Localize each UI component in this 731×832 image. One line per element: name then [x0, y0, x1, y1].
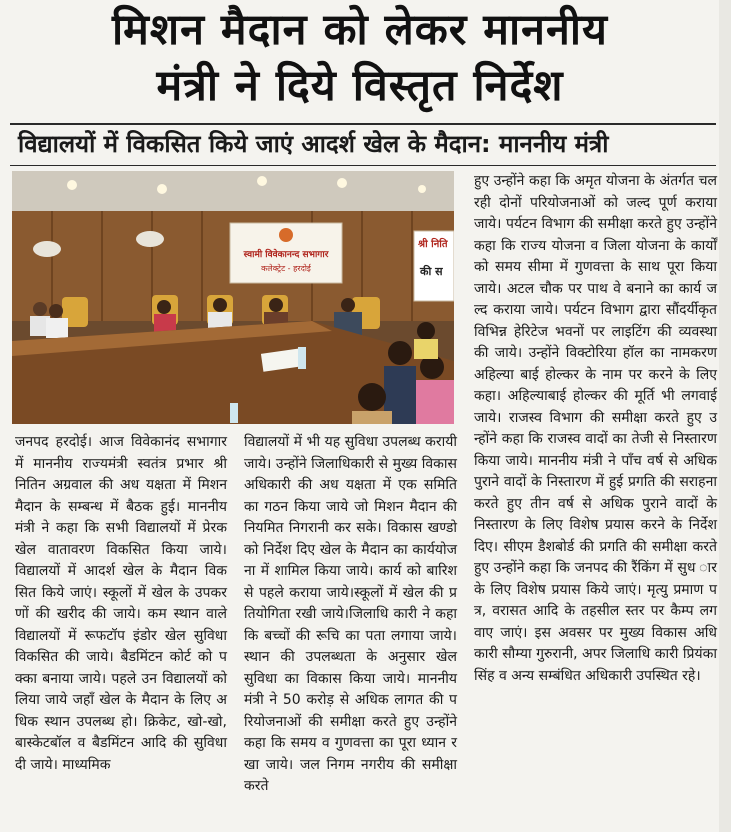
headline-line-1: मिशन मैदान को लेकर माननीय — [112, 5, 608, 55]
wall-fan — [136, 231, 164, 247]
wall-fan — [33, 241, 61, 257]
banner-text-1: स्वामी विवेकानन्द सभागार — [243, 250, 329, 260]
side-banner-text: श्री निति — [418, 239, 448, 250]
article-column-1 — [15, 432, 227, 776]
column-3-text: हुए उन्होंने कहा कि अमृत योजना के अंतर्गत चल रही दोनों परियोजनाओं को जल्द पूर्ण कराया जाये। पर्यटन विभाग की समीक्षा करते हुए उन्होंने कहा कि राज्य योजना व जिला योजना के कार्यों को समय सीमा में गुणवत्ता के साथ पूरा किया जाये। अटल चौक पर पाथ वे बनाने का कार्य जल्द कराया जाये। पर्यटन विभाग द्वारा सौंदर्यीकृत विभिन्न हेरिटेज भवनों पर लाइटिंग की व्यवस्था की जाये। उन्होंने विक्टोरिया हॉल का नामकरण अहिल्या बाई होल्कर के नाम पर करने के लिए कहा। अहिल्याबाई होल्कर की मूर्ति भी लगवाई जाये। राजस्व विभाग की समीक्षा करते हुए उन्होंने कहा कि राजस्व वादों का तेजी से निस्तारण किया जाये। माननीय मंत्री ने पाँच वर्ष से अधिक पुराने वादों के निस्तारण में हुई प्रगति की सराहना करते हुए तीन वर्ष से अधिक पुराने वादों के निस्तारण के लिए विशेष प्रयास करने के निर्देश दिए। सीएम डैशबोर्ड की प्रगति की समीक्षा करते हुए उन्होंने कहा कि जनपद की रैंकिंग में सुध ार के लिए विशेष प्रयास किये जाएं। मृत्यु प्रमाण पत्र, वरासत आदि के तहसील स्तर पर कैम्प लगवाए जाएं। इस अवसर पर मुख्य विकास अधि कारी सौम्या गुरुरानी, अपर जिलाधि कारी प्रियंका सिंह व अन्य सम्बंधित अधिकारी उपस्थित रहे। — [474, 173, 717, 684]
headline — [0, 2, 720, 114]
column-2-text: विद्यालयों में भी यह सुविधा उपलब्ध करायी जाये। उन्होंने जिलाधिकारी से मुख्य विकास अधिकारी की अध यक्षता में एक समिति का गठन किया जाये जो मिशन मैदान की नियमित निगरानी कर सके। विकास खण्डो को निर्देश दिए खेल के मैदान का कार्ययोजना में शामिल किया जाये। कार्य को बारिश से पहले कराया जाये।स्कूलों में खेल की प्रतियोगिता रखी जाये।जिलाधि कारी ने कहा कि बच्चों की रूचि का पता लगाया जाये। स्थान की उपलब्धता के अनुसार खेल सुविधा का विकास किया जाये। माननीय मंत्री ने 50 करोड़ से अधिक लागत की परियोजनाओं की समीक्षा करते हुए उन्होंने कहा कि समय व गुणवत्ता का पूरा ध्यान रखा जाये। जल निगम नगरीय की समीक्षा करते — [244, 434, 457, 794]
water-bottle — [230, 403, 238, 423]
side-banner-text-2: की स — [420, 265, 443, 278]
ceiling — [12, 171, 454, 211]
ceiling-light — [157, 184, 167, 194]
meeting-photo — [12, 171, 454, 424]
ceiling-light — [67, 180, 77, 190]
banner-text-2: कलेक्ट्रेट - हरदोई — [261, 264, 311, 273]
article-column-2 — [244, 432, 457, 798]
page-edge — [719, 0, 731, 832]
water-bottle — [298, 347, 306, 369]
ceiling-light — [257, 176, 267, 186]
article-column-3 — [474, 171, 717, 687]
banner-emblem — [279, 228, 293, 242]
subheadline: विद्यालयों में विकसित किये जाएं आदर्श खेल के मैदान: माननीय मंत्री — [18, 130, 609, 158]
column-1-text: जनपद हरदोई। आज विवेकानंद सभागार में माननीय राज्यमंत्री स्वतंत्र प्रभार श्री नितिन अग्रवाल की अध यक्षता में मिशन मैदान के सम्बन्ध में बैठक हुई। माननीय मंत्री ने कहा कि सभी विद्यालयों में प्रेरक खेल वातावरण विकसित किया जाये। विद्यालयों में आदर्श खेल के मैदान विकसित किये जाएं। स्कूलों में खेल के उपकरणों की खरीद की जाये। कम स्थान वाले विद्यालयों में रूफटॉप इंडोर खेल सुविधा विकसित की जाये। बैडमिंटन कोर्ट को पक्का बनाया जाये। पहले उन विद्यालयों को लिया जाये जहाँ खेल के मैदान के लिए अधिक स्थान उपलब्ध हो। क्रिकेट, खो-खो, बास्केटबॉल व बैडमिंटन आदि की सुविधा दी जाये। माध्यमिक — [15, 434, 227, 773]
meeting-photo-illustration — [12, 171, 454, 424]
ceiling-light — [337, 178, 347, 188]
ceiling-light — [418, 185, 426, 193]
headline-line-2: मंत्री ने दिये विस्तृत निर्देश — [156, 61, 564, 111]
subheadline-rule — [10, 165, 716, 166]
